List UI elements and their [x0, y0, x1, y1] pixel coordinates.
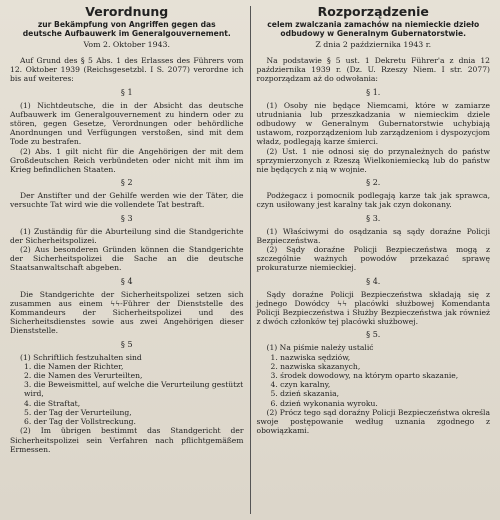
polish-section-5-para-1: (1) Na piśmie należy ustalić	[266, 343, 374, 353]
polish-section-2-heading: § 2.	[366, 178, 381, 188]
list-item: 6. dzień wykonania wyroku.	[270, 398, 378, 408]
german-section-4-heading: § 4	[120, 276, 133, 286]
german-date: Vom 2. Oktober 1943.	[83, 40, 170, 49]
german-section-1-heading: § 1	[120, 87, 133, 97]
german-section-1-para-2: (2) Abs. 1 gilt nicht für die Angehörigen der mit dem Großdeutschen Reich verbündeten oder nicht mit ihm im Krieg befindlichen Staaten.	[10, 146, 244, 175]
german-section-5-para-1: (1) Schriftlich festzuhalten sind	[20, 352, 142, 362]
polish-section-4-heading: § 4.	[366, 276, 381, 286]
polish-section-3-para-1: (1) Właściwymi do osądzania są sądy doraźne Policji Bezpieczeństwa.	[256, 226, 490, 245]
german-section-3-para-2: (2) Aus besonderen Gründen können die Standgerichte der Sicherheitspolizei die Sache an die deutsche Staatsanwaltschaft abgeben.	[10, 245, 244, 273]
polish-section-5-para-2: (2) Prócz tego sąd doraźny Policji Bezpieczeństwa określa swoje postępowanie według uznania zgodnego z obowiązkami.	[256, 407, 490, 436]
polish-column	[251, 4, 495, 516]
polish-subtitle: celem zwalczania zamachów na niemieckie dzieło odbudowy w Generalnym Gubernatorstwie.	[267, 20, 480, 38]
polish-section-5-list	[257, 353, 491, 408]
polish-section-2-para-1: Podżegacz i pomocnik podlegają karze tak jak sprawca, czyn usiłowany jest karalny tak jak czyn dokonany.	[256, 191, 490, 210]
list-item: 3. środek dowodowy, na którym oparto skazanie,	[270, 371, 459, 381]
list-item: 4. czyn karalny,	[270, 380, 331, 390]
german-section-1-para-1: (1) Nichtdeutsche, die in der Absicht das deutsche Aufbauwerk im Generalgouvernement zu hindern oder zu stören, gegen Gesetze, Verordnungen oder behördliche Anordnungen und Verfügungen verstoßen, sind mit dem Tode zu bestrafen.	[10, 100, 244, 147]
list-item: 6. der Tag der Vollstreckung.	[24, 417, 136, 427]
polish-section-3-heading: § 3.	[366, 213, 381, 223]
list-item: 5. der Tag der Verurteilung,	[24, 407, 132, 417]
german-section-5-para-2: (2) Im übrigen bestimmt das Standgericht der Sicherheitspolizei sein Verfahren nach pflichtgemäßem Ermessen.	[10, 426, 244, 454]
list-item: 1. die Namen der Richter,	[24, 361, 124, 371]
polish-title: Rozporządzenie	[317, 4, 429, 19]
german-section-5-heading: § 5	[120, 339, 133, 349]
list-item: 3. die Beweismittel, auf welche die Verurteilung gestützt wird,	[24, 380, 244, 399]
polish-section-1-para-2: (2) Ust. 1 nie odnosi się do przynależnych do państw sprzymierzonych z Rzeszą Wielkoniemiecką lub do państw nie będących z nią w wojnie.	[256, 146, 490, 175]
german-intro: Auf Grund des § 5 Abs. 1 des Erlasses des Führers vom 12. Oktober 1939 (Reichsgesetzbl. I S. 2077) verordne ich bis auf weiteres:	[10, 56, 244, 84]
two-column-layout	[6, 4, 494, 516]
polish-section-1-para-1: (1) Osoby nie będące Niemcami, które w zamiarze utrudniania lub przeszkadzania w niemieckim dziele odbudowy w Generalnym Gubernatorstwie uchybiają ustawom, rozporządzeniom lub zarządzeniom i dyspozycjom władz, podlegają karze śmierci.	[256, 100, 490, 147]
polish-section-4-para-1: Sądy doraźne Policji Bezpieczeństwa składają się z jednego Dowódcy ϟϟ placówki służbowej Komendanta Policji Bezpieczeństwa i Służby Bezpieczeństwa jak również z dwóch członków tej placówki służbowej.	[256, 289, 490, 327]
list-item: 2. die Namen des Verurteilten,	[24, 371, 143, 381]
german-section-3-para-1: (1) Zuständig für die Aburteilung sind die Standgerichte der Sicherheitspolizei.	[10, 226, 244, 245]
polish-intro: Na podstawie § 5 ust. 1 Dekretu Führer'a z dnia 12 października 1939 r. (Dz. U. Rzeszy Niem. I str. 2077) rozporządzam aż do odwołania:	[256, 56, 490, 84]
german-section-2-para-1: Der Anstifter und der Gehilfe werden wie der Täter, die versuchte Tat wird wie die vollendete Tat bestraft.	[10, 191, 244, 210]
polish-section-5-heading: § 5.	[366, 330, 381, 340]
german-section-4-para-1: Die Standgerichte der Sicherheitspolizei setzen sich zusammen aus einem ϟϟ-Führer der Dienststelle des Kommandeurs der Sicherheitspolizei und des Sicherheitsdienstes sowie aus zwei Angehörigen dieser Dienststelle.	[10, 289, 244, 336]
list-item: 2. nazwiska skazanych,	[270, 361, 361, 371]
german-section-3-heading: § 3	[120, 213, 133, 223]
german-subtitle: zur Bekämpfung von Angriffen gegen das deutsche Aufbauwerk im Generalgouvernement.	[22, 20, 231, 38]
polish-section-1-heading: § 1.	[366, 87, 381, 97]
list-item: 1. nazwiska sędziów,	[270, 352, 351, 362]
list-item: 5. dzień skazania,	[270, 389, 340, 399]
german-title: Verordnung	[85, 4, 169, 19]
german-section-2-heading: § 2	[120, 178, 133, 188]
polish-date: Z dnia 2 października 1943 r.	[315, 40, 432, 49]
polish-section-3-para-2: (2) Sądy doraźne Policji Bezpieczeństwa mogą z szczególnie ważnych powodów przekazać sprawę prokuraturze niemieckiej.	[256, 245, 490, 273]
german-section-5-list	[10, 362, 244, 426]
list-item: 4. die Straftat,	[24, 398, 81, 408]
german-column	[6, 4, 250, 516]
